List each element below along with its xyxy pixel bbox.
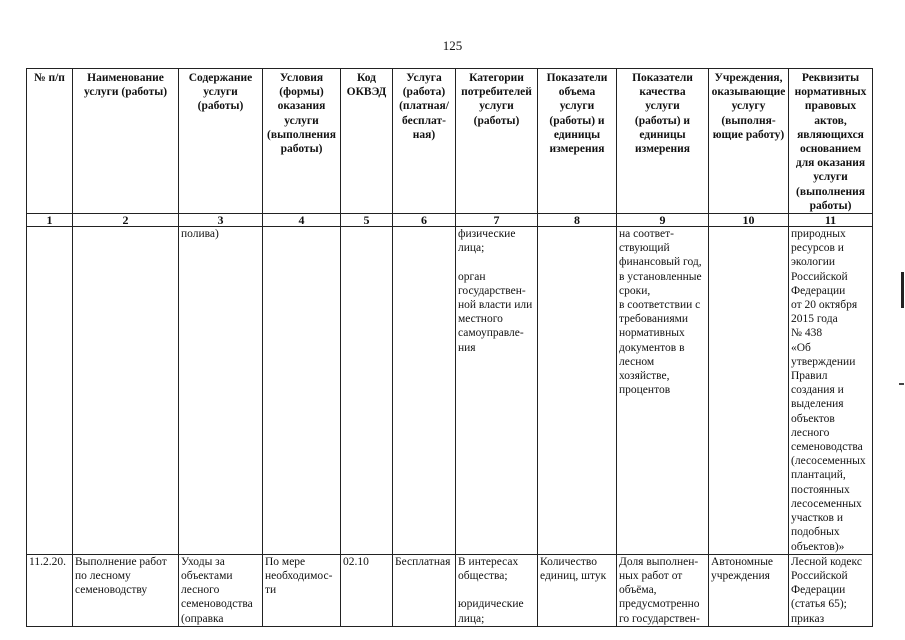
page-number: 125 bbox=[442, 38, 463, 53]
table-cell: Лесной кодекс Российской Федерации (статья 65); приказ bbox=[789, 554, 873, 626]
header-cell: Код ОКВЭД bbox=[341, 69, 393, 214]
scan-margin-mark bbox=[901, 272, 904, 308]
header-cell: № п/п bbox=[27, 69, 73, 214]
header-cell: Категории потребителей услуги (работы) bbox=[456, 69, 538, 214]
table-cell bbox=[27, 227, 73, 555]
table-cell: 11.2.20. bbox=[27, 554, 73, 626]
header-cell: Учреждения, оказывающие услугу (выполня- ющие работу) bbox=[709, 69, 789, 214]
header-cell: Услуга (работа) (платная/ бесплат- ная) bbox=[393, 69, 456, 214]
column-number: 9 bbox=[617, 214, 709, 227]
table-cell: Уходы за объектами лесного семеноводства (оправка bbox=[179, 554, 263, 626]
table-cell: 02.10 bbox=[341, 554, 393, 626]
header-cell: Реквизиты нормативных правовых актов, являющихся основанием для оказания услуги (выполнения работы) bbox=[789, 69, 873, 214]
column-number: 5 bbox=[341, 214, 393, 227]
column-number: 1 bbox=[27, 214, 73, 227]
column-number: 4 bbox=[263, 214, 341, 227]
table-cell bbox=[73, 227, 179, 555]
header-cell: Наименование услуги (работы) bbox=[73, 69, 179, 214]
table-cell bbox=[341, 227, 393, 555]
column-number: 10 bbox=[709, 214, 789, 227]
column-number: 11 bbox=[789, 214, 873, 227]
column-number: 6 bbox=[393, 214, 456, 227]
table-cell: В интересах общества; юридические лица; bbox=[456, 554, 538, 626]
table-cell: природных ресурсов и экологии Российской Федерации от 20 октября 2015 года № 438 «Об утверждении Правил создания и выделения объектов лесного семеноводства (лесосеменных плантаций, постоянных лесосеменных участков и подобных объектов)» bbox=[789, 227, 873, 555]
table-cell bbox=[709, 227, 789, 555]
table-row bbox=[27, 227, 873, 555]
header-cell: Условия (формы) оказания услуги (выполнения работы) bbox=[263, 69, 341, 214]
table-cell: полива) bbox=[179, 227, 263, 555]
header-cell: Содержание услуги (работы) bbox=[179, 69, 263, 214]
scan-margin-dash bbox=[899, 383, 904, 385]
table-cell: Бесплатная bbox=[393, 554, 456, 626]
header-cell: Показатели качества услуги (работы) и единицы измерения bbox=[617, 69, 709, 214]
column-number: 3 bbox=[179, 214, 263, 227]
table-cell bbox=[263, 227, 341, 555]
table-cell bbox=[538, 227, 617, 555]
column-number: 8 bbox=[538, 214, 617, 227]
table-cell: Выполнение работ по лесному семеноводству bbox=[73, 554, 179, 626]
column-number-row bbox=[27, 214, 873, 227]
table-cell: физические лица; орган государствен- ной власти или местного самоуправле- ния bbox=[456, 227, 538, 555]
table-cell: на соответ- ствующий финансовый год, в установленные сроки, в соответствии с требованиями нормативных документов в лесном хозяйстве, процентов bbox=[617, 227, 709, 555]
header-row bbox=[27, 69, 873, 214]
table-cell: Количество единиц, штук bbox=[538, 554, 617, 626]
table-row bbox=[27, 554, 873, 626]
table-cell bbox=[393, 227, 456, 555]
services-table bbox=[26, 68, 873, 627]
table-cell: Автономные учреждения bbox=[709, 554, 789, 626]
column-number: 2 bbox=[73, 214, 179, 227]
column-number: 7 bbox=[456, 214, 538, 227]
table-cell: Доля выполнен- ных работ от объёма, предусмотренно го государствен- bbox=[617, 554, 709, 626]
header-cell: Показатели объема услуги (работы) и единицы измерения bbox=[538, 69, 617, 214]
table-cell: По мере необходимос- ти bbox=[263, 554, 341, 626]
